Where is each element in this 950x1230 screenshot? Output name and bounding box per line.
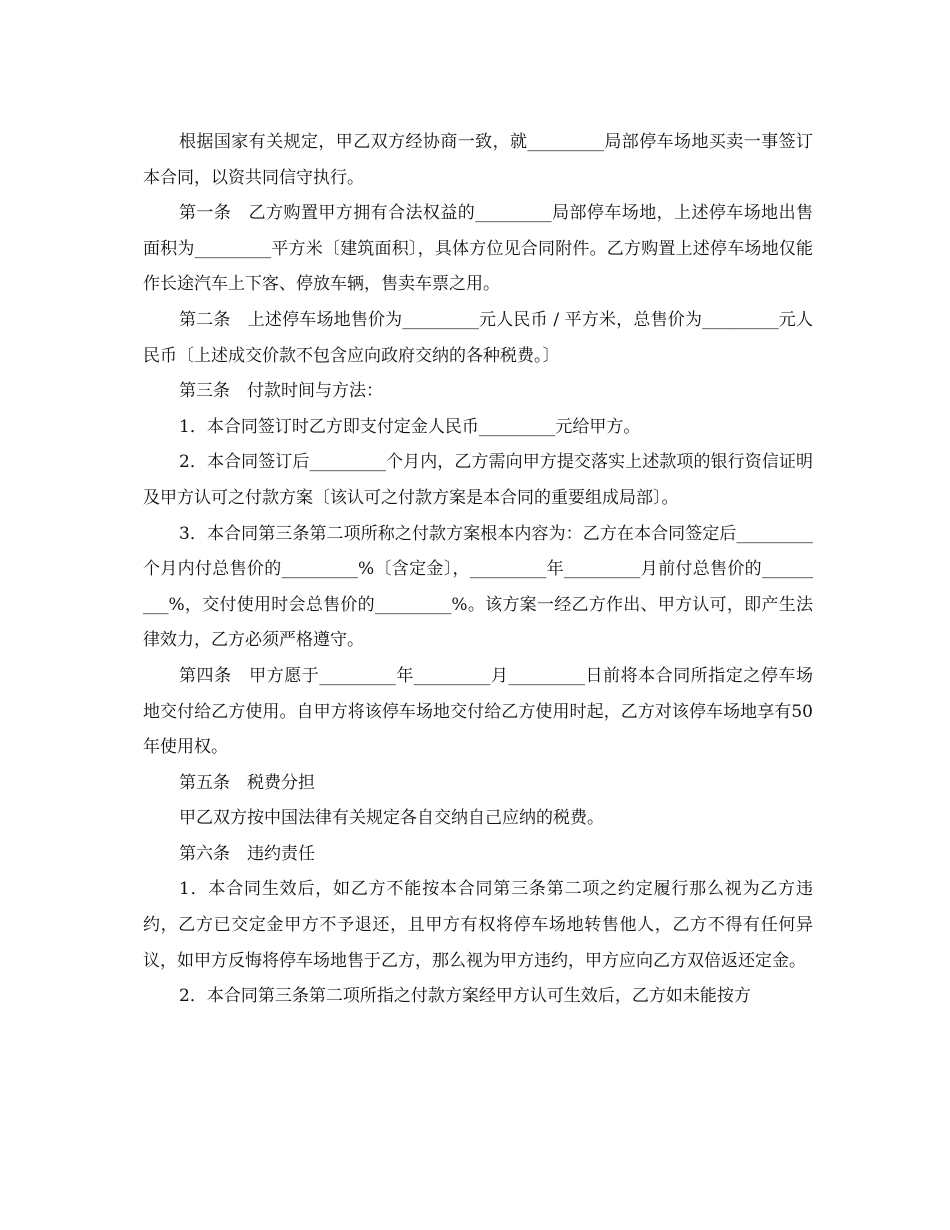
- intro-paragraph: 根据国家有关规定，甲乙双方经协商一致，就_________局部停车场地买卖一事签订本合同，以资共同信守执行。: [143, 132, 813, 188]
- article-4-paragraph: 第四条 甲方愿于_________年_________月_________日前将本合同所指定之停车场地交付给乙方使用。自甲方将该停车场地交付给乙方使用时起，乙方对该停车场地享有50年使用权。: [143, 665, 813, 758]
- article-6-heading: 第六条 违约责任: [179, 843, 315, 864]
- article-3-item-1: 1．本合同签订时乙方即支付定金人民币_________元给甲方。: [179, 416, 641, 437]
- contract-body: [143, 125, 813, 1015]
- article-3-item-3: 3．本合同第三条第二项所称之付款方案根本内容为：乙方在本合同签定后_________个月内付总售价的_________%〔含定金〕，_________年_________月前付总售价的_________%，交付使用时会总售价的_________%。该方案一经乙方作出、甲方认可，即产生法律效力，乙方必须严格遵守。: [143, 523, 813, 651]
- article-5-heading: 第五条 税费分担: [179, 772, 315, 793]
- article-6-item-2: 2．本合同第三条第二项所指之付款方案经甲方认可生效后，乙方如未能按方: [179, 986, 751, 1007]
- article-6-item-1: 1．本合同生效后，如乙方不能按本合同第三条第二项之约定履行那么视为乙方违约，乙方已交定金甲方不予退还，且甲方有权将停车场地转售他人，乙方不得有任何异议，如甲方反悔将停车场地售于乙方，那么视为甲方违约，甲方应向乙方双倍返还定金。: [143, 879, 813, 971]
- article-1-paragraph: 第一条 乙方购置甲方拥有合法权益的_________局部停车场地，上述停车场地出售面积为_________平方米〔建筑面积〕，具体方位见合同附件。乙方购置上述停车场地仅能作长途汽车上下客、停放车辆，售卖车票之用。: [143, 203, 813, 295]
- article-3-heading: 第三条 付款时间与方法：: [179, 381, 383, 402]
- article-5-paragraph: 甲乙双方按中国法律有关规定各自交纳自己应纳的税费。: [179, 808, 604, 829]
- article-2-paragraph: 第二条 上述停车场地售价为_________元人民币 / 平方米，总售价为_________元人民币〔上述成交价款不包含应向政府交纳的各种税费。〕: [143, 309, 813, 366]
- article-3-item-2: 2．本合同签订后_________个月内，乙方需向甲方提交落实上述款项的银行资信证明及甲方认可之付款方案〔该认可之付款方案是本合同的重要组成局部〕。: [143, 452, 813, 508]
